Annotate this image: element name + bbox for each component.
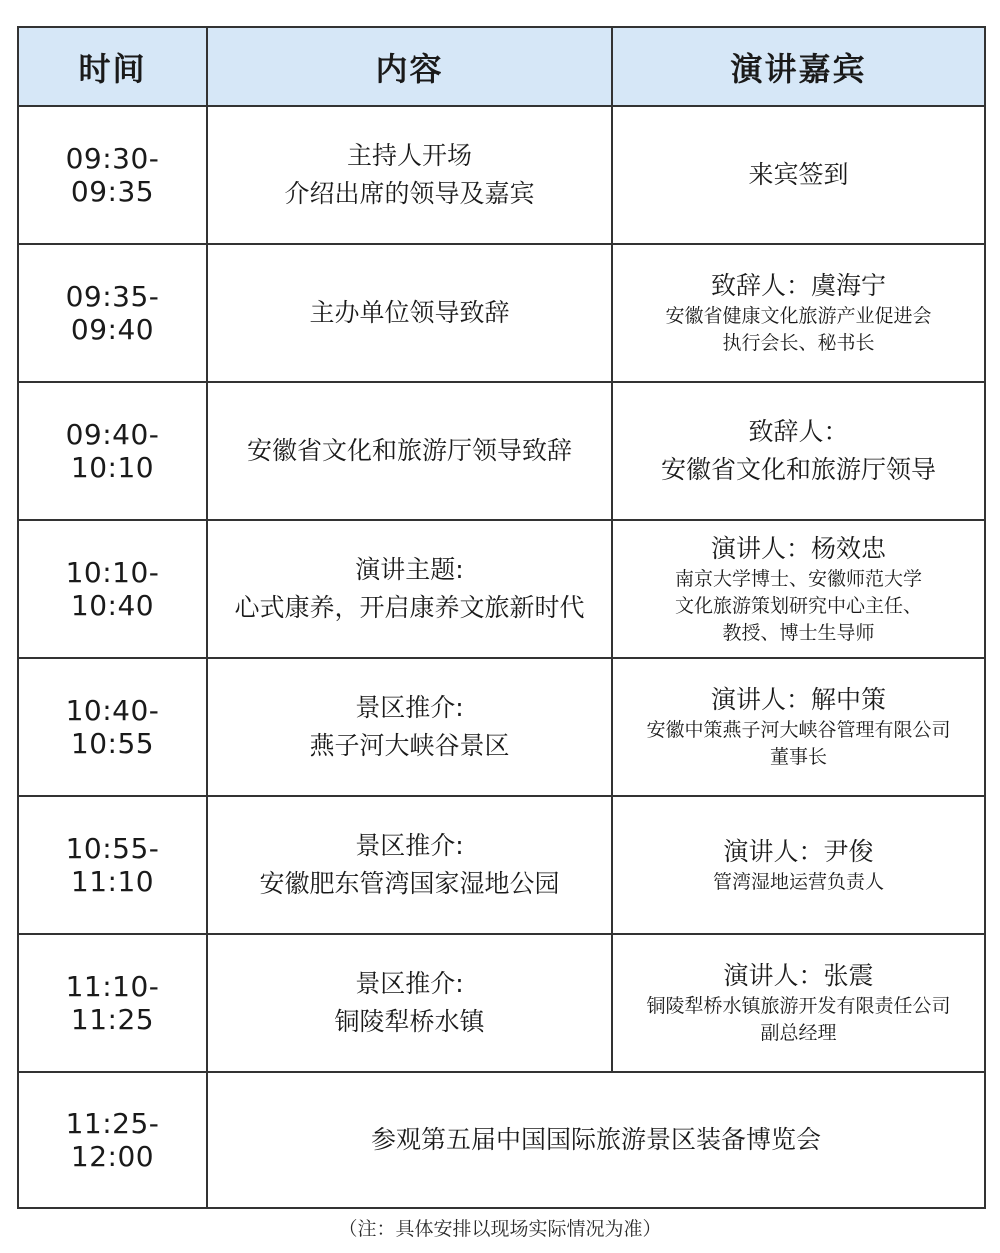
header-time: 时间 [18,27,207,106]
time-cell: 10:40-10:55 [18,658,207,796]
speaker-cell [612,382,985,520]
content-line: 燕子河大峡谷景区 [309,731,510,760]
time-cell: 09:35-09:40 [18,244,207,382]
content-line: 铜陵犁桥水镇 [334,1007,485,1036]
speaker-name: 演讲人：解中策 [710,685,886,714]
time-cell: 11:10-11:25 [18,934,207,1072]
time-cell: 11:25-12:00 [18,1072,207,1208]
content-line: 安徽省文化和旅游厅领导致辞 [246,436,572,465]
content-line: 主办单位领导致辞 [309,298,510,327]
speaker-title: 铜陵犁桥水镇旅游开发有限责任公司 [646,995,951,1017]
content-cell [207,934,612,1072]
table-row [18,934,985,1072]
content-cell [207,244,612,382]
speaker-cell [612,658,985,796]
table-row [18,382,985,520]
time-cell: 09:30-09:35 [18,106,207,244]
table-header-row [18,27,985,106]
content-line: 景区推介: [355,969,464,998]
speaker-title: 教授、博士生导师 [722,621,875,644]
speaker-name: 致辞人：虞海宁 [710,271,886,300]
table-row [18,796,985,934]
speaker-title: 副总经理 [760,1022,837,1044]
content-line: 心式康养，开启康养文旅新时代 [234,593,585,622]
agenda-body [18,106,985,1208]
speaker-title: 执行会长、秘书长 [722,332,875,354]
header-speaker: 演讲嘉宾 [612,27,985,106]
content-cell [207,796,612,934]
content-cell [207,520,612,658]
speaker-name: 演讲人：尹俊 [723,836,874,866]
speaker-title: 管湾湿地运营负责人 [712,870,884,893]
content-line: 演讲主题: [355,555,464,584]
content-cell [207,658,612,796]
time-cell: 09:40-10:10 [18,382,207,520]
content-cell [207,382,612,520]
speaker-name: 安徽省文化和旅游厅领导 [660,455,936,484]
speaker-title: 安徽中策燕子河大峡谷管理有限公司 [646,719,951,741]
time-cell: 10:55-11:10 [18,796,207,934]
table-row-final [18,1072,985,1208]
speaker-title: 南京大学博士、安徽师范大学 [674,567,922,590]
table-row [18,244,985,382]
speaker-title: 董事长 [769,746,827,768]
speaker-cell [612,934,985,1072]
speaker-title: 文化旅游策划研究中心主任、 [674,594,922,617]
content-line: 参观第五届中国国际旅游景区装备博览会 [370,1125,821,1154]
speaker-title: 安徽省健康文化旅游产业促进会 [665,305,932,327]
footnote: （注：具体安排以现场实际情况为准） [338,1218,662,1240]
agenda-table [17,26,986,1209]
speaker-name: 来宾签到 [748,160,849,189]
content-line: 安徽肥东管湾国家湿地公园 [259,869,560,898]
content-cell [207,106,612,244]
speaker-name: 演讲人：杨效忠 [710,533,886,563]
table-row [18,106,985,244]
speaker-cell [612,244,985,382]
table-row [18,520,985,658]
content-line: 介绍出席的领导及嘉宾 [284,179,535,208]
speaker-cell [612,520,985,658]
content-cell-merged [207,1072,985,1208]
table-row [18,658,985,796]
content-line: 景区推介: [355,831,464,860]
content-line: 景区推介: [355,693,464,722]
content-line: 主持人开场 [346,141,472,170]
speaker-cell [612,796,985,934]
header-content: 内容 [207,27,612,106]
speaker-name: 演讲人：张震 [723,961,874,990]
speaker-name: 致辞人： [748,417,849,446]
speaker-cell [612,106,985,244]
time-cell: 10:10-10:40 [18,520,207,658]
